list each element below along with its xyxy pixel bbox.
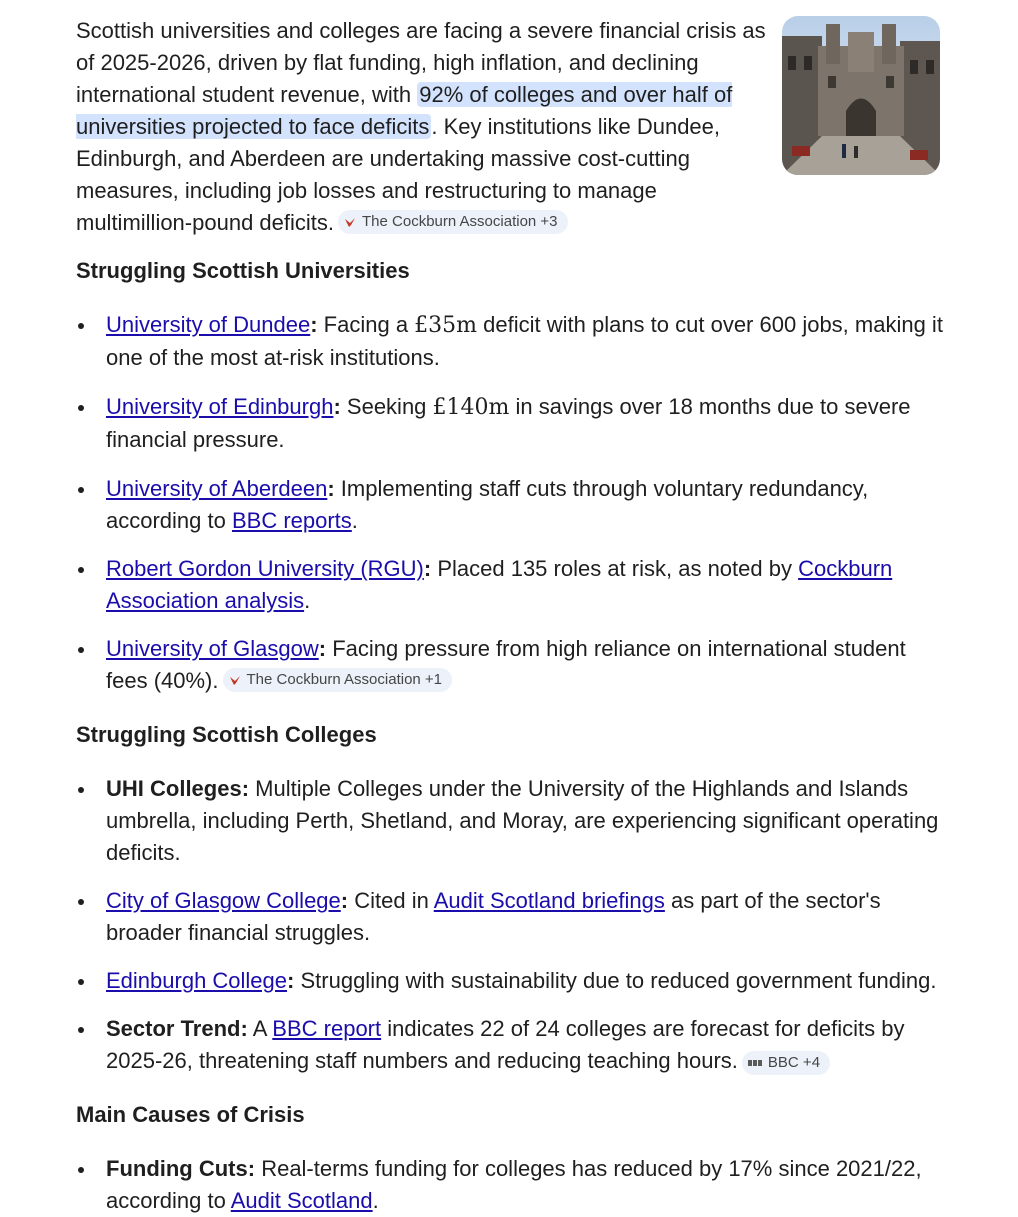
item-label: UHI Colleges: xyxy=(106,776,250,801)
link-university-of-dundee[interactable]: University of Dundee xyxy=(106,312,311,337)
list-item xyxy=(76,1153,944,1217)
list-item xyxy=(76,1013,944,1077)
item-text: Multiple Colleges under the University of the Highlands and Islands umbrella, including Perth, Shetland, and Moray, are experiencing significant operating deficits. xyxy=(106,776,939,865)
item-text: as part of the sector's broader financial struggles. xyxy=(106,888,881,945)
list-item xyxy=(76,885,944,949)
item-text: A xyxy=(247,1016,273,1041)
intro-paragraph xyxy=(76,15,766,239)
link-university-of-glasgow[interactable]: University of Glasgow xyxy=(106,636,319,661)
source-chip-label: The Cockburn Association +1 xyxy=(246,671,443,688)
colon: : xyxy=(318,636,327,661)
amount: £140m xyxy=(432,395,510,420)
item-text: indicates 22 of 24 colleges are forecast for deficits by 2025-26, threatening staff numbers and reducing teaching hours. xyxy=(106,1016,905,1073)
colon: : xyxy=(340,888,349,913)
section-heading-universities: Struggling Scottish Universities xyxy=(76,258,410,283)
link-university-of-aberdeen[interactable]: University of Aberdeen xyxy=(106,476,328,501)
item-text: deficit with plans to cut over 600 jobs, making it one of the most at-risk institutions. xyxy=(106,312,943,370)
link-cockburn-association-analysis[interactable]: Cockburn Association analysis xyxy=(106,556,893,613)
item-text: Facing a xyxy=(323,312,415,337)
item-text: Implementing staff cuts through voluntary redundancy, according to xyxy=(106,476,869,533)
item-text: Struggling with sustainability due to reduced government funding. xyxy=(300,968,937,993)
amount: £35m xyxy=(414,313,478,338)
castle-courtyard-image-drawing xyxy=(782,16,940,175)
cockburn-bird-icon xyxy=(344,216,356,228)
item-text: . xyxy=(372,1188,379,1213)
source-chip[interactable] xyxy=(223,668,453,692)
colon: : xyxy=(287,968,295,993)
item-text: . xyxy=(304,588,311,613)
link-bbc-reports[interactable]: BBC reports xyxy=(231,508,352,533)
list-item xyxy=(76,965,944,997)
list-item xyxy=(76,633,944,697)
causes-list xyxy=(76,1153,944,1217)
intro-text: Scottish universities and colleges are facing a severe financial crisis as of 2025-2026, driven by flat funding, high inflation, and declining international student revenue, with xyxy=(76,18,766,107)
link-robert-gordon-university[interactable]: Robert Gordon University (RGU) xyxy=(106,556,424,581)
highlighted-claim[interactable]: 92% of colleges and over half of universities projected to face deficits xyxy=(76,82,733,139)
item-label: Sector Trend: xyxy=(106,1016,248,1041)
link-edinburgh-college[interactable]: Edinburgh College xyxy=(106,968,288,993)
section-heading-causes: Main Causes of Crisis xyxy=(76,1102,305,1127)
item-text: Real-terms funding for colleges has reduced by 17% since 2021/22, according to xyxy=(106,1156,922,1213)
source-chip-label: BBC +4 xyxy=(767,1054,821,1071)
item-text: Seeking xyxy=(346,394,433,419)
link-audit-scotland[interactable]: Audit Scotland xyxy=(230,1188,373,1213)
intro-text-continued: . Key institutions like Dundee, Edinburgh, and Aberdeen are undertaking massive cost-cutting measures, including job losses and restructuring to manage multimillion-pound deficits. xyxy=(76,114,721,235)
ai-overview-content xyxy=(76,15,944,1217)
bbc-icon xyxy=(748,1060,762,1066)
list-item xyxy=(76,773,944,869)
list-item xyxy=(76,309,944,374)
section-heading-colleges: Struggling Scottish Colleges xyxy=(76,722,377,747)
item-label: Funding Cuts: xyxy=(106,1156,256,1181)
item-text: . xyxy=(351,508,358,533)
link-city-of-glasgow-college[interactable]: City of Glasgow College xyxy=(106,888,341,913)
colon: : xyxy=(423,556,432,581)
colleges-list xyxy=(76,773,944,1077)
link-university-of-edinburgh[interactable]: University of Edinburgh xyxy=(106,394,334,419)
colon: : xyxy=(310,312,318,337)
cockburn-bird-icon xyxy=(229,674,241,686)
source-chip[interactable] xyxy=(742,1051,830,1075)
list-item xyxy=(76,391,944,456)
source-chip[interactable] xyxy=(338,210,568,234)
link-bbc-report[interactable]: BBC report xyxy=(272,1016,382,1041)
list-item xyxy=(76,473,944,537)
castle-courtyard-image[interactable] xyxy=(782,16,940,175)
source-chip-label: The Cockburn Association +3 xyxy=(362,213,558,230)
universities-list xyxy=(76,309,944,697)
item-text: Cited in xyxy=(354,888,434,913)
item-text: Placed 135 roles at risk, as noted by xyxy=(437,556,799,581)
item-text: in savings over 18 months due to severe financial pressure. xyxy=(106,394,911,452)
link-audit-scotland-briefings[interactable]: Audit Scotland briefings xyxy=(433,888,665,913)
intro-block xyxy=(76,15,944,239)
item-text: Facing pressure from high reliance on international student fees (40%). xyxy=(106,636,906,693)
list-item xyxy=(76,553,944,617)
colon: : xyxy=(333,394,341,419)
colon: : xyxy=(327,476,335,501)
